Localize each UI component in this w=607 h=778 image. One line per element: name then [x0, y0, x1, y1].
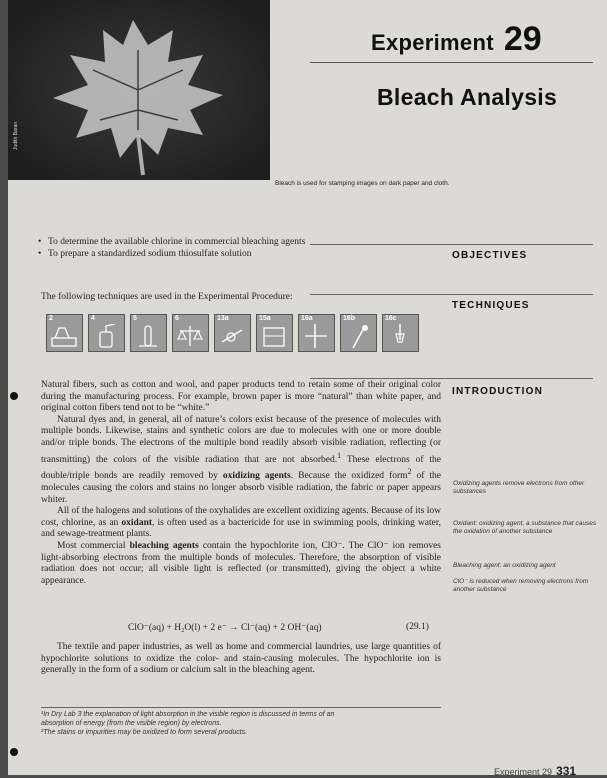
technique-16c: 16c [382, 314, 419, 352]
textbook-page [8, 0, 607, 778]
technique-16b: 16b [340, 314, 377, 352]
margin-note-oxidant: Oxidant: oxidizing agent, a substance that causes the oxidation of another substance [453, 520, 597, 535]
techniques-heading: TECHNIQUES [452, 300, 530, 311]
wash-bottle-icon [93, 324, 121, 348]
technique-4: 4 [88, 314, 125, 352]
technique-2: 2 [46, 314, 83, 352]
technique-5: 5 [130, 314, 167, 352]
margin-note-oxidizing: Oxidizing agents remove electrons from other substances [453, 480, 585, 495]
bullet-icon: • [38, 237, 42, 247]
margin-note-bleaching: Bleaching agent: an oxidizing agent [453, 562, 556, 569]
margin-note-hypochlorite: ClO⁻ is reduced when removing electrons from another substance [453, 578, 589, 593]
buret-clamp-icon [303, 324, 331, 348]
footnote-2: ²The stains or impurities may be oxidized to form several products. [41, 729, 248, 736]
experiment-heading [371, 20, 542, 59]
objectives-list [38, 236, 305, 260]
experiment-label: Experiment [371, 30, 494, 55]
techniques-rule [310, 294, 593, 295]
objective-item: • To determine the available chlorine in commercial bleaching agents [38, 237, 306, 247]
bullet-icon: • [38, 249, 42, 259]
page-folio: Experiment 29 331 [494, 764, 577, 778]
technique-16a: 16a [298, 314, 335, 352]
experiment-number: 29 [503, 20, 542, 58]
footnote-1b: absorption of energy (from the visible region) by electrons. [41, 720, 222, 727]
title-rule [310, 62, 593, 63]
paragraph-2: Natural dyes and, in general, all of nature’s colors exist because of the presence of molecules with multiple bonds. Likewise, stains and synthetic colors are due to molecules with one or more double and/or triple bonds. The electrons of the multiple bond readily absorb visible radiation, reflecting (or transmitting) the colors of the visible radiation that are not absorbed.$^1$ These electrons of the double/triple bonds are readily removed by oxidizing agents. Because the oxidized form$^2$ of the molecules causing the colors and stains no longer absorb visible radiation, the fabric or paper appears whiter. [41, 414, 441, 505]
scale-hand-icon [219, 324, 247, 348]
leaf-image [8, 0, 270, 180]
balance-glassware-icon [51, 324, 79, 348]
footnotes [41, 710, 334, 737]
paragraph-5: The textile and paper industries, as well as home and commercial laundries, use large quantities of hypochlorite solutions to oxidize the color- and stain-causing molecules. The hypochlorite ion is generally in the form of a sodium or calcium salt in the bleaching agent. [41, 642, 441, 676]
paragraph-3: All of the halogens and solutions of the oxyhalides are excellent oxidizing agents. Because of its low cost, chlorine, as an oxidant, is often used as a bactericide for use in swimming pools, drinking water, and sewage-treatment plants. [41, 506, 441, 540]
technique-15a: 15a [256, 314, 293, 352]
buret-reading-icon [345, 324, 373, 348]
page-number: 331 [556, 764, 577, 778]
equation-number: (29.1) [406, 622, 429, 632]
objective-item: • To prepare a standardized sodium thiosulfate solution [38, 249, 252, 259]
buret-tip-icon [387, 324, 415, 348]
footnote-rule [41, 707, 441, 708]
introduction-body [41, 380, 441, 587]
technique-6: 6 [172, 314, 209, 352]
introduction-rule [310, 378, 593, 379]
photo-caption: Bleach is used for stamping images on dark paper and cloth. [275, 180, 450, 187]
photo-credit: Judith Baran [13, 121, 19, 150]
footnote-1a: ¹In Dry Lab 3 the explanation of light absorption in the visible region is discussed in terms of an [41, 711, 335, 718]
objectives-rule [310, 244, 593, 245]
balance-icon [177, 324, 205, 348]
objectives-heading: OBJECTIVES [452, 250, 528, 261]
binder-hole [10, 748, 18, 756]
equation-29-1: ClO⁻(aq) + H₂O(l) + 2 e⁻ → Cl⁻(aq) + 2 OH⁻(aq) [128, 623, 322, 633]
binder-hole [10, 392, 18, 400]
page-title: Bleach Analysis [377, 84, 558, 110]
test-tube-icon [135, 324, 163, 348]
volumetric-flask-icon [261, 324, 289, 348]
techniques-intro: The following techniques are used in the Experimental Procedure: [41, 292, 293, 302]
leaf-stamp-photo [8, 0, 270, 180]
paragraph-4: Most commercial bleaching agents contain the hypochlorite ion, ClO⁻. The ClO⁻ ion removes light-absorbing electrons from the multiple bonds of molecules. Therefore, the absorption of visible radiation does not occur; all visible light is reflected (or transmitted), giving the object a white appearance. [41, 541, 441, 586]
technique-13a: 13a [214, 314, 251, 352]
paragraph-1: Natural fibers, such as cotton and wool, and paper products tend to retain some of their original color during the manufacturing process. For example, brown paper is more “natural” than white paper, and original cotton fibers tend not to be “white.” [41, 380, 441, 414]
introduction-heading: INTRODUCTION [452, 386, 544, 397]
